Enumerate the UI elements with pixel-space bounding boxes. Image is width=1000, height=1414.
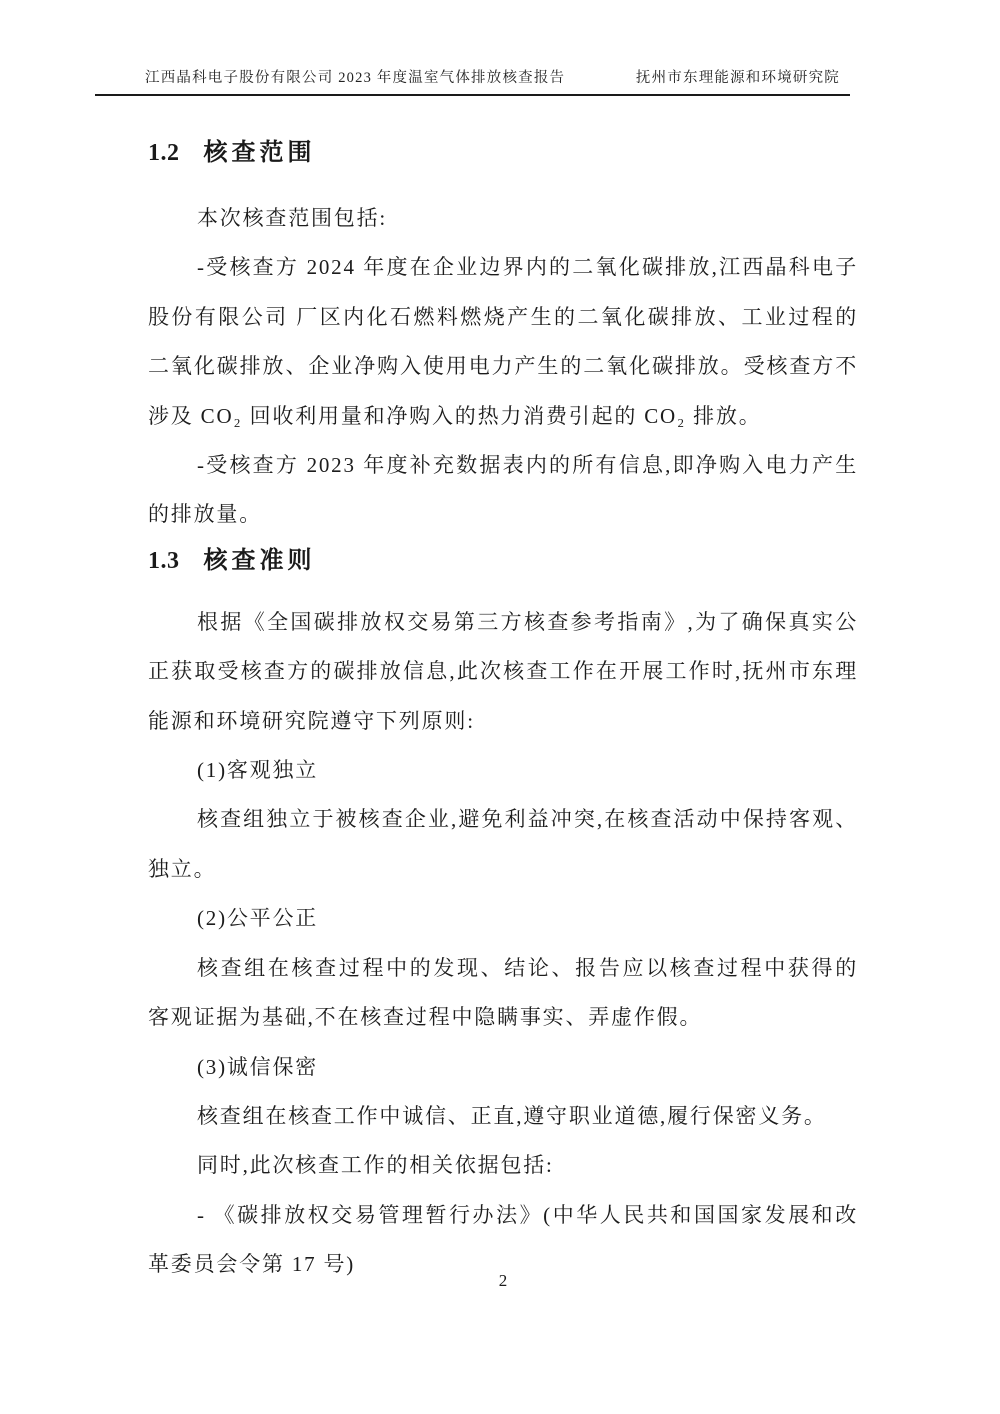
paragraph: -受核查方 2023 年度补充数据表内的所有信息,即净购入电力产生的排放量。 xyxy=(148,453,858,527)
paragraph: 核查组独立于被核查企业,避免利益冲突,在核查活动中保持客观、独立。 xyxy=(148,807,858,881)
section-title: 核查范围 xyxy=(203,139,316,166)
paragraph: 本次核查范围包括: xyxy=(197,206,388,230)
paragraph: 同时,此次核查工作的相关依据包括: xyxy=(197,1153,554,1178)
document-body xyxy=(148,138,858,1290)
list-item-heading: (2)公平公正 xyxy=(197,906,319,931)
page-number: 2 xyxy=(498,1271,508,1290)
paragraph: 核查组在核查工作中诚信、正直,遵守职业道德,履行保密义务。 xyxy=(197,1103,827,1128)
paragraph: 根据《全国碳排放权交易第三方核查参考指南》,为了确保真实公正获取受核查方的碳排放信息,此次核查工作在开展工作时,抚州市东理能源和环境研究院遵守下列原则: xyxy=(148,609,858,733)
section-heading-1-2 xyxy=(148,138,858,168)
paragraph: 核查组在核查过程中的发现、结论、报告应以核查过程中获得的客观证据为基础,不在核查过程中隐瞒事实、弄虚作假。 xyxy=(148,955,858,1030)
section-heading-1-3 xyxy=(148,546,858,576)
header-right-org: 抚州市东理能源和环境研究院 xyxy=(635,70,840,86)
paragraph: -受核查方 2024 年度在企业边界内的二氧化碳排放,江西晶科电子股份有限公司 厂区内化石燃料燃烧产生的二氧化碳排放、工业过程的二氧化碳排放、企业净购入使用电力产生的二氧化碳排放。受核查方不涉及 CO₂ 回收利用量和净购入的热力消费引起的 CO₂ 排放。 xyxy=(148,255,858,428)
list-item-heading: (3)诚信保密 xyxy=(197,1054,319,1079)
reference-item: - 《碳排放权交易管理暂行办法》(中华人民共和国国家发展和改革委员会令第 17 号) xyxy=(148,1202,858,1277)
page-header xyxy=(95,66,850,96)
section-title: 核查准则 xyxy=(203,546,316,574)
section-number: 1.3 xyxy=(148,547,180,574)
section-number: 1.2 xyxy=(148,140,180,166)
header-left-title: 江西晶科电子股份有限公司 2023 年度温室气体排放核查报告 xyxy=(145,70,566,86)
list-item-heading: (1)客观独立 xyxy=(197,758,319,783)
